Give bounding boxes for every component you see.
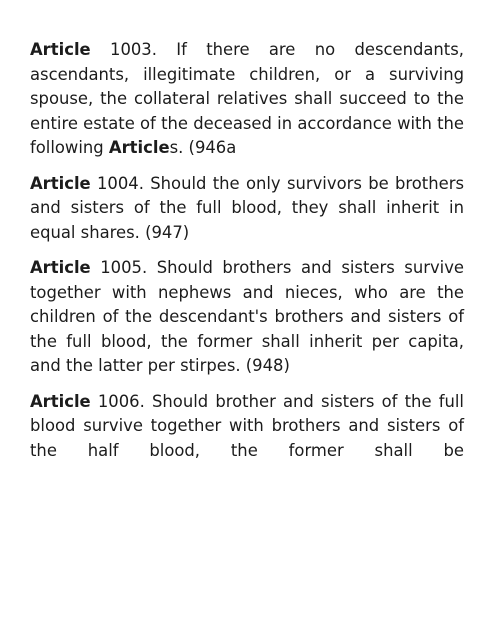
article-text: 1005. Should brothers and sisters survive together with nephews and nieces, who are the children of the descendant's brothers and sisters of the full blood, the former shall inherit per capita, and the latter per stirpes. (948): [30, 258, 464, 375]
article-1006: [30, 390, 464, 464]
article-1004: [30, 172, 464, 246]
article-1003: [30, 38, 464, 161]
article-heading: Article: [30, 258, 91, 277]
article-heading: Article: [30, 391, 91, 411]
document-page: [30, 38, 464, 474]
article-1005: [30, 256, 464, 379]
article-heading: Article: [30, 173, 91, 193]
article-text-tail: s. (946a: [169, 138, 237, 157]
article-text: 1004. Should the only survivors be brothers and sisters of the full blood, they shall inherit in equal shares. (947): [30, 173, 464, 242]
article-text: 1006. Should brother and sisters of the full blood survive together with brothers and sisters of the half blood, the former shall be: [30, 391, 464, 460]
article-text: 1003. If there are no descendants, ascendants, illegitimate children, or a surviving spouse, the collateral relatives shall succeed to the entire estate of the deceased in accordance with the following: [30, 40, 464, 157]
article-heading: Article: [30, 40, 91, 59]
article-inline-bold: Article: [108, 138, 170, 157]
